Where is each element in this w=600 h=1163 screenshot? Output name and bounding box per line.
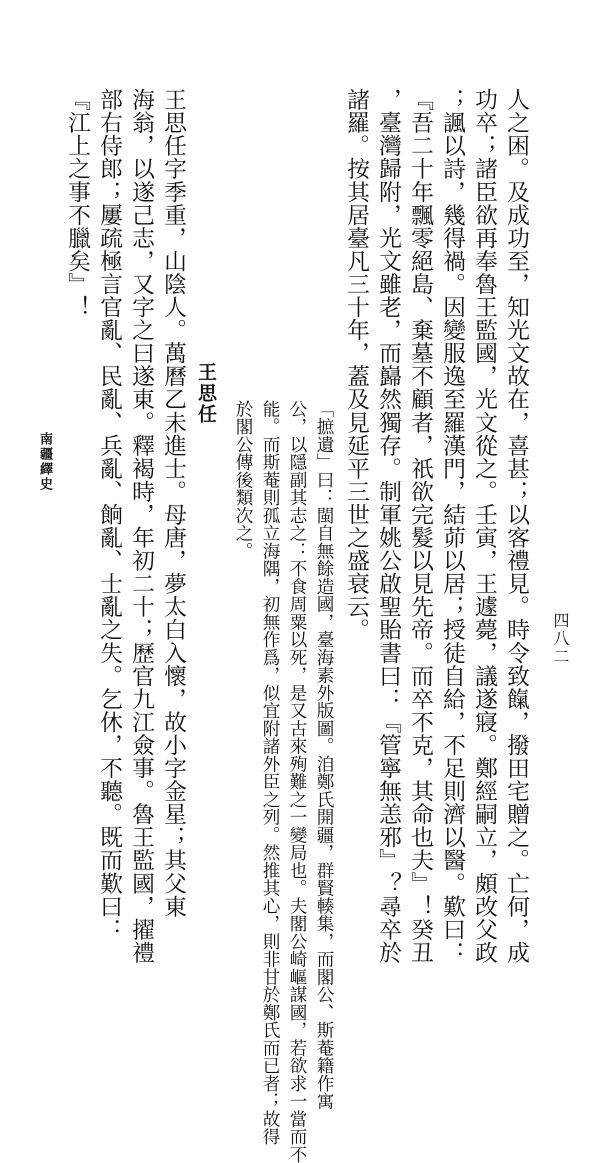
text-column: 『江上之事不臘矣』！ xyxy=(64,88,90,319)
section-title: 王思任 xyxy=(195,362,217,425)
text-column: 人之困。及成功至，知光文故在，喜甚；以客禮見。時令致餼，撥田宅贈之。亡何，成 xyxy=(503,88,529,964)
page-number: 四八二 xyxy=(551,612,570,666)
text-column: 諸羅。按其居臺凡三十年，蓋及見延平三世之盛衰云。 xyxy=(343,88,369,642)
note-column: 公，以隱副其志之：不食周粟以死，是又古來殉難之一變局也。夫閣公崎嶇謀國，若欲求一當而不 xyxy=(287,400,307,1163)
text-column: 部右侍郎；屢疏極言官亂、民亂、兵亂、餉亂、士亂之失。乞休，不聽。既而歎曰： xyxy=(96,88,122,941)
note-column: 能。而斯菴則孤立海隅，初無作爲，似宜附諸外臣之列。然推其心，則非甘於鄭氏而已者；故得 xyxy=(260,400,280,1146)
text-column: ，臺灣歸附，光文雖老，而巋然獨存。制軍姚公啟聖貽書曰：『管寧無恙邪』？尋卒於 xyxy=(375,88,401,964)
text-column: 海翁，以遂己志，又字之曰遂東。釋褐時，年初二十；歷官九江僉事。魯王監國，擢禮 xyxy=(128,88,154,964)
note-column: 於閣公傳後類次之。 xyxy=(233,400,253,560)
running-title: 南疆繹史 xyxy=(37,432,52,492)
text-column: ；諷以詩，幾得禍。因變服逸至羅漢門，結茆以居；授徒自給，不足則濟以醫。歎曰： xyxy=(439,88,465,964)
note-column: 「摭遺」曰：閩自無餘造國，臺海素外版圖。洎鄭氏開疆，群賢輳集，而閣公、斯菴籍作寓 xyxy=(314,400,334,1110)
text-column: 功卒；諸臣欲再奉魯王監國，光文從之。壬寅，王遽薨，議遂寢。鄭經嗣立，頗改父政 xyxy=(471,88,497,964)
text-column: 『吾二十年飄零絕島、棄墓不顧者，祇欲完髮以見先帝。而卒不克，其命也夫』！癸丑 xyxy=(407,88,433,964)
text-column: 王思任字季重，山陰人。萬曆乙未進士。母唐，夢太白入懷，故小字金星；其父東 xyxy=(160,88,186,918)
